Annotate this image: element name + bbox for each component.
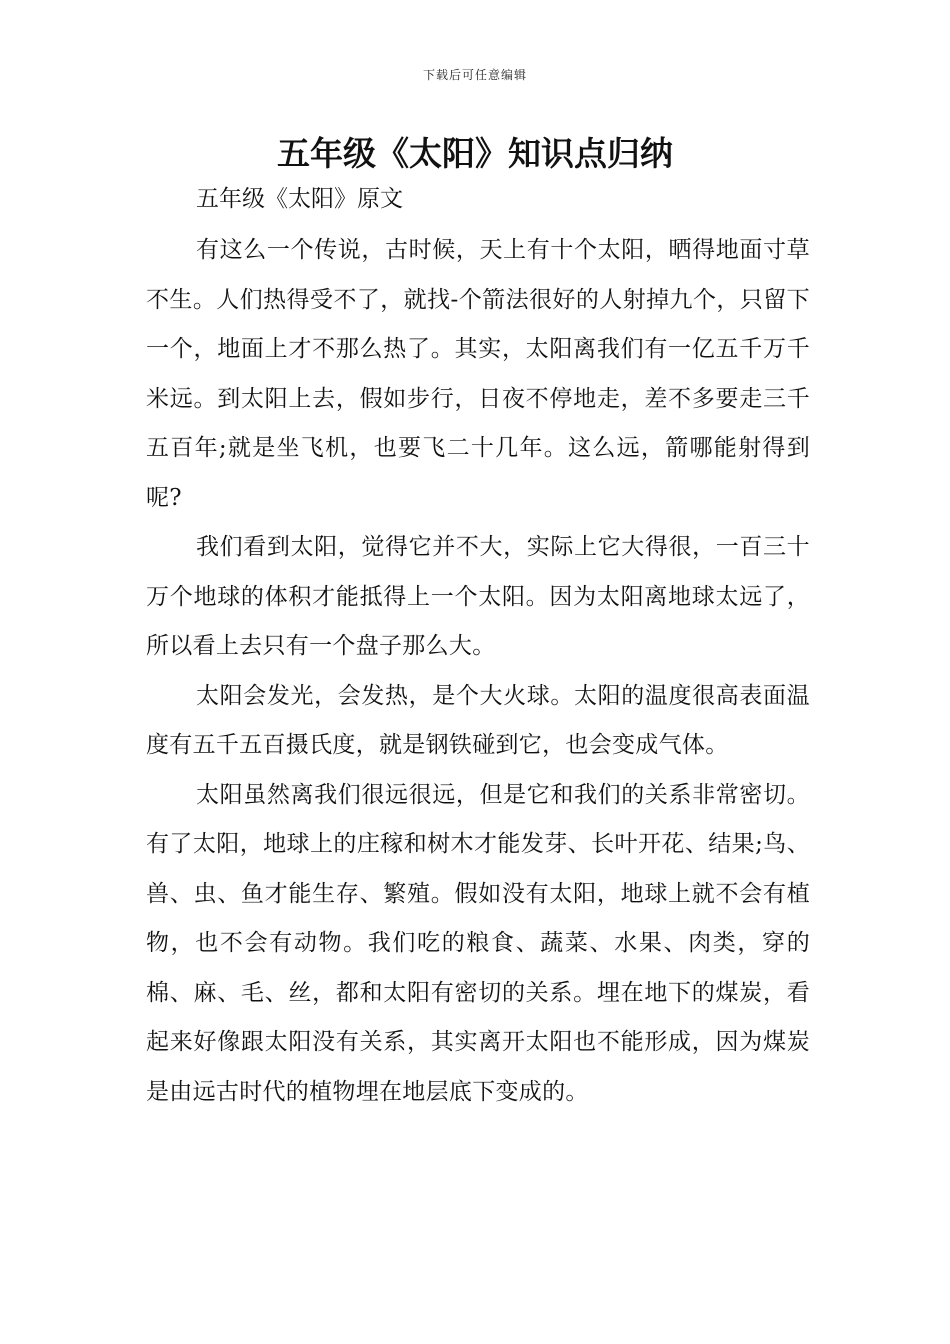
paragraph-legend: 有这么一个传说，古时候，天上有十个太阳，晒得地面寸草不生。人们热得受不了，就找-个箭法很好的人射掉九个，只留下一个，地面上才不那么热了。其实，太阳离我们有一亿五千万千米远。到太阳上去，假如步行，日夜不停地走，差不多要走三千五百年;就是坐飞机，也要飞二十几年。这么远，箭哪能射得到呢? xyxy=(146,237,810,511)
document-subtitle: 五年级《太阳》原文 xyxy=(196,186,403,212)
paragraph-heat: 太阳会发光，会发热，是个大火球。太阳的温度很高表面温度有五千五百摄氏度，就是钢铁碰到它，也会变成气体。 xyxy=(146,682,810,758)
paragraph-size: 我们看到太阳，觉得它并不大，实际上它大得很，一百三十万个地球的体积才能抵得上一个太阳。因为太阳离地球太远了，所以看上去只有一个盘子那么大。 xyxy=(146,534,810,659)
paragraph-relationship: 太阳虽然离我们很远很远，但是它和我们的关系非常密切。有了太阳，地球上的庄稼和树木才能发芽、长叶开花、结果;鸟、兽、虫、鱼才能生存、繁殖。假如没有太阳，地球上就不会有植物，也不会有动物。我们吃的粮食、蔬菜、水果、肉类，穿的棉、麻、毛、丝，都和太阳有密切的关系。埋在地下的煤炭，看起来好像跟太阳没有关系，其实离开太阳也不能形成，因为煤炭是由远古时代的植物埋在地层底下变成的。 xyxy=(146,781,810,1105)
header-note: 下载后可任意编辑 xyxy=(422,68,527,82)
document-title: 五年级《太阳》知识点归纳 xyxy=(277,134,673,173)
document-body xyxy=(146,226,810,1117)
